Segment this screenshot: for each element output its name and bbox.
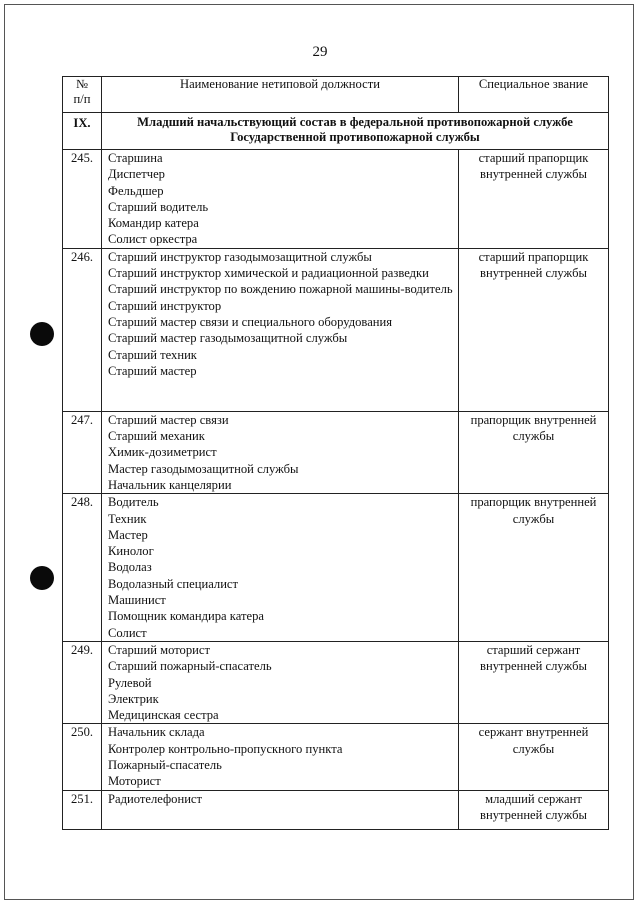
position-title: Старший техник — [108, 347, 197, 362]
special-rank: прапорщик внутренней службы — [459, 411, 609, 493]
position-title: Начальник канцелярии — [108, 477, 232, 492]
special-rank: младший сержант внутренней службы — [459, 790, 609, 829]
position-list — [102, 494, 459, 642]
position-title: Начальник склада — [108, 725, 205, 740]
position-title: Старший мастер связи и специального оборудования — [108, 314, 393, 329]
special-rank: старший сержант внутренней службы — [459, 641, 609, 723]
special-rank: прапорщик внутренней службы — [459, 494, 609, 642]
position-title: Контролер контрольно-пропускного пункта — [108, 741, 343, 756]
table-row — [63, 248, 609, 411]
position-title: Фельдшер — [108, 183, 164, 198]
table-header — [63, 77, 609, 113]
special-rank: старший прапорщик внутренней службы — [459, 150, 609, 249]
positions-table — [62, 76, 609, 830]
position-title: Электрик — [108, 691, 159, 706]
position-title: Диспетчер — [108, 167, 165, 182]
position-title: Старший водитель — [108, 199, 209, 214]
position-title: Мастер — [108, 527, 148, 542]
row-number: 246. — [63, 248, 102, 411]
header-num: № п/п — [63, 77, 102, 113]
row-number: 248. — [63, 494, 102, 642]
position-title: Солист оркестра — [108, 232, 198, 247]
punch-hole-lower — [30, 566, 54, 590]
section-title: Младший начальствующий состав в федеральной противопожарной службе Государственной противопожарной службы — [102, 113, 609, 150]
row-number: 251. — [63, 790, 102, 829]
position-title: Водитель — [108, 495, 159, 510]
position-title: Медицинская сестра — [108, 708, 219, 723]
row-number: 245. — [63, 150, 102, 249]
position-title: Машинист — [108, 593, 166, 608]
header-rank: Специальное звание — [459, 77, 609, 113]
position-list — [102, 248, 459, 411]
position-title: Пожарный-спасатель — [108, 758, 222, 773]
row-number: 250. — [63, 724, 102, 790]
position-title: Старшина — [108, 151, 163, 165]
position-title: Мастер газодымозащитной службы — [108, 461, 299, 476]
position-title: Кинолог — [108, 544, 154, 559]
position-title: Старший инструктор — [108, 298, 222, 313]
position-title: Помощник командира катера — [108, 609, 264, 624]
row-number: 247. — [63, 411, 102, 493]
special-rank: старший прапорщик внутренней службы — [459, 248, 609, 411]
special-rank: сержант внутренней службы — [459, 724, 609, 790]
section-row — [63, 113, 609, 150]
position-title: Старший инструктор по вождению пожарной машины-водитель — [108, 282, 453, 297]
row-number: 249. — [63, 641, 102, 723]
table-row — [63, 724, 609, 790]
header-title: Наименование нетиповой должности — [102, 77, 459, 113]
punch-hole-upper — [30, 322, 54, 346]
position-title: Командир катера — [108, 216, 199, 231]
position-title: Солист — [108, 625, 147, 640]
position-title: Радиотелефонист — [108, 791, 203, 806]
position-title: Моторист — [108, 774, 161, 789]
table-row — [63, 790, 609, 829]
table-row — [63, 150, 609, 249]
position-title: Рулевой — [108, 675, 152, 690]
position-list — [102, 724, 459, 790]
position-title: Старший инструктор газодымозащитной службы — [108, 249, 372, 264]
position-title: Старший моторист — [108, 642, 210, 657]
page-number: 29 — [312, 44, 328, 60]
position-title: Техник — [108, 511, 147, 526]
position-list — [102, 790, 459, 829]
table-row — [63, 494, 609, 642]
section-num: IX. — [63, 113, 102, 150]
position-title: Старший мастер газодымозащитной службы — [108, 331, 348, 346]
position-title: Старший инструктор химической и радиационной разведки — [108, 266, 429, 281]
position-title: Старший мастер — [108, 363, 197, 378]
position-title: Старший механик — [108, 429, 205, 444]
position-title: Химик-дозиметрист — [108, 445, 217, 460]
position-title: Водолазный специалист — [108, 576, 239, 591]
position-list — [102, 411, 459, 493]
position-list — [102, 150, 459, 249]
position-title: Водолаз — [108, 560, 152, 575]
table-row — [63, 411, 609, 493]
position-title: Старший пожарный-спасатель — [108, 659, 272, 674]
position-list — [102, 641, 459, 723]
table-row — [63, 641, 609, 723]
position-title: Старший мастер связи — [108, 412, 229, 427]
